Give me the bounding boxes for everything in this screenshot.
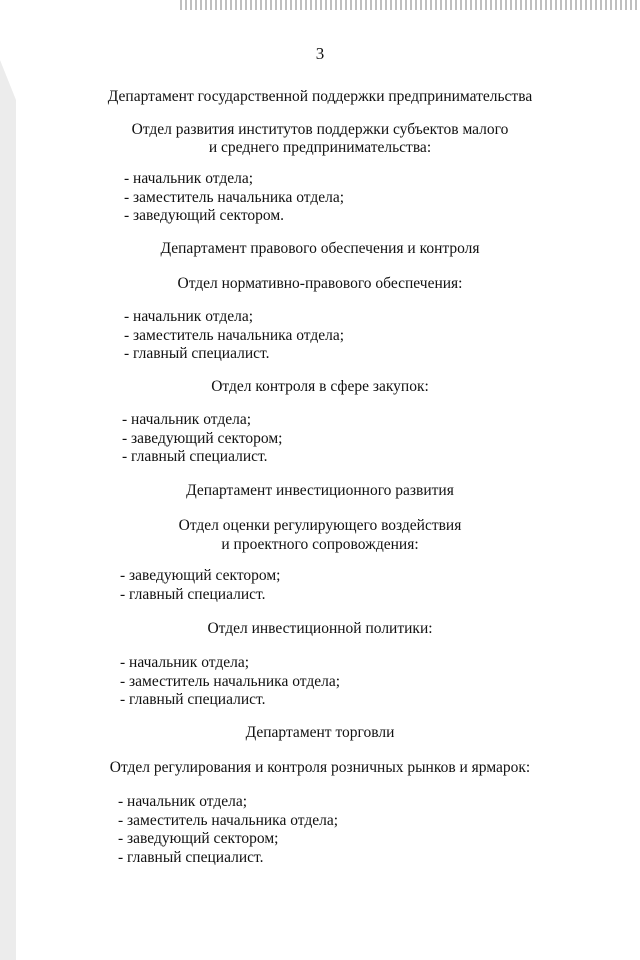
scan-artifact-top (180, 0, 640, 10)
scan-artifact-left (0, 60, 16, 960)
list-item: - главный специалист. (118, 848, 264, 866)
list-item: - начальник отдела; (124, 308, 254, 325)
list-item: - заведующий сектором. (124, 207, 285, 224)
unit-title: и проектного сопровождения: (221, 536, 419, 553)
unit-title: и среднего предпринимательства: (208, 139, 432, 156)
unit-title: Отдел инвестиционной политики: (207, 620, 433, 637)
department-heading: Департамент государственной поддержки предпринимательства (107, 88, 533, 105)
department-heading: Департамент инвестиционного развития (186, 482, 454, 499)
list-item: - заведующий сектором; (120, 567, 281, 584)
list-item: - начальник отдела; (118, 793, 248, 810)
list-item: - заместитель начальника отдела; (120, 672, 341, 690)
list-item: - заместитель начальника отдела; (118, 811, 339, 829)
list-item: - начальник отдела; (124, 170, 254, 187)
unit-title: Отдел оценки регулирующего воздействия (178, 517, 462, 534)
position-list (124, 308, 344, 364)
unit-title: Отдел контроля в сфере закупок: (211, 378, 429, 395)
list-item: - главный специалист. (124, 345, 270, 362)
position-list (120, 654, 340, 710)
list-item: - начальник отдела; (122, 411, 252, 428)
list-item: - главный специалист. (122, 448, 268, 465)
department-heading: Департамент торговли (245, 724, 395, 741)
position-list (124, 170, 344, 226)
list-item: - заместитель начальника отдела; (124, 188, 345, 206)
list-item: - заведующий сектором; (122, 429, 283, 447)
unit-title: Отдел регулирования и контроля розничных рынков и ярмарок: (109, 759, 531, 776)
page-number: 3 (315, 44, 325, 63)
list-item: - заведующий сектором; (118, 830, 279, 847)
department-heading: Департамент правового обеспечения и контроля (160, 240, 480, 257)
list-item: - заместитель начальника отдела; (124, 326, 345, 344)
list-item: - главный специалист. (120, 585, 266, 603)
position-list (120, 567, 280, 604)
unit-title: Отдел нормативно-правового обеспечения: (177, 275, 463, 292)
position-list (118, 793, 338, 867)
list-item: - начальник отдела; (120, 654, 250, 671)
unit-title: Отдел развития институтов поддержки субъектов малого (131, 121, 509, 138)
position-list (122, 411, 282, 467)
list-item: - главный специалист. (120, 691, 266, 708)
